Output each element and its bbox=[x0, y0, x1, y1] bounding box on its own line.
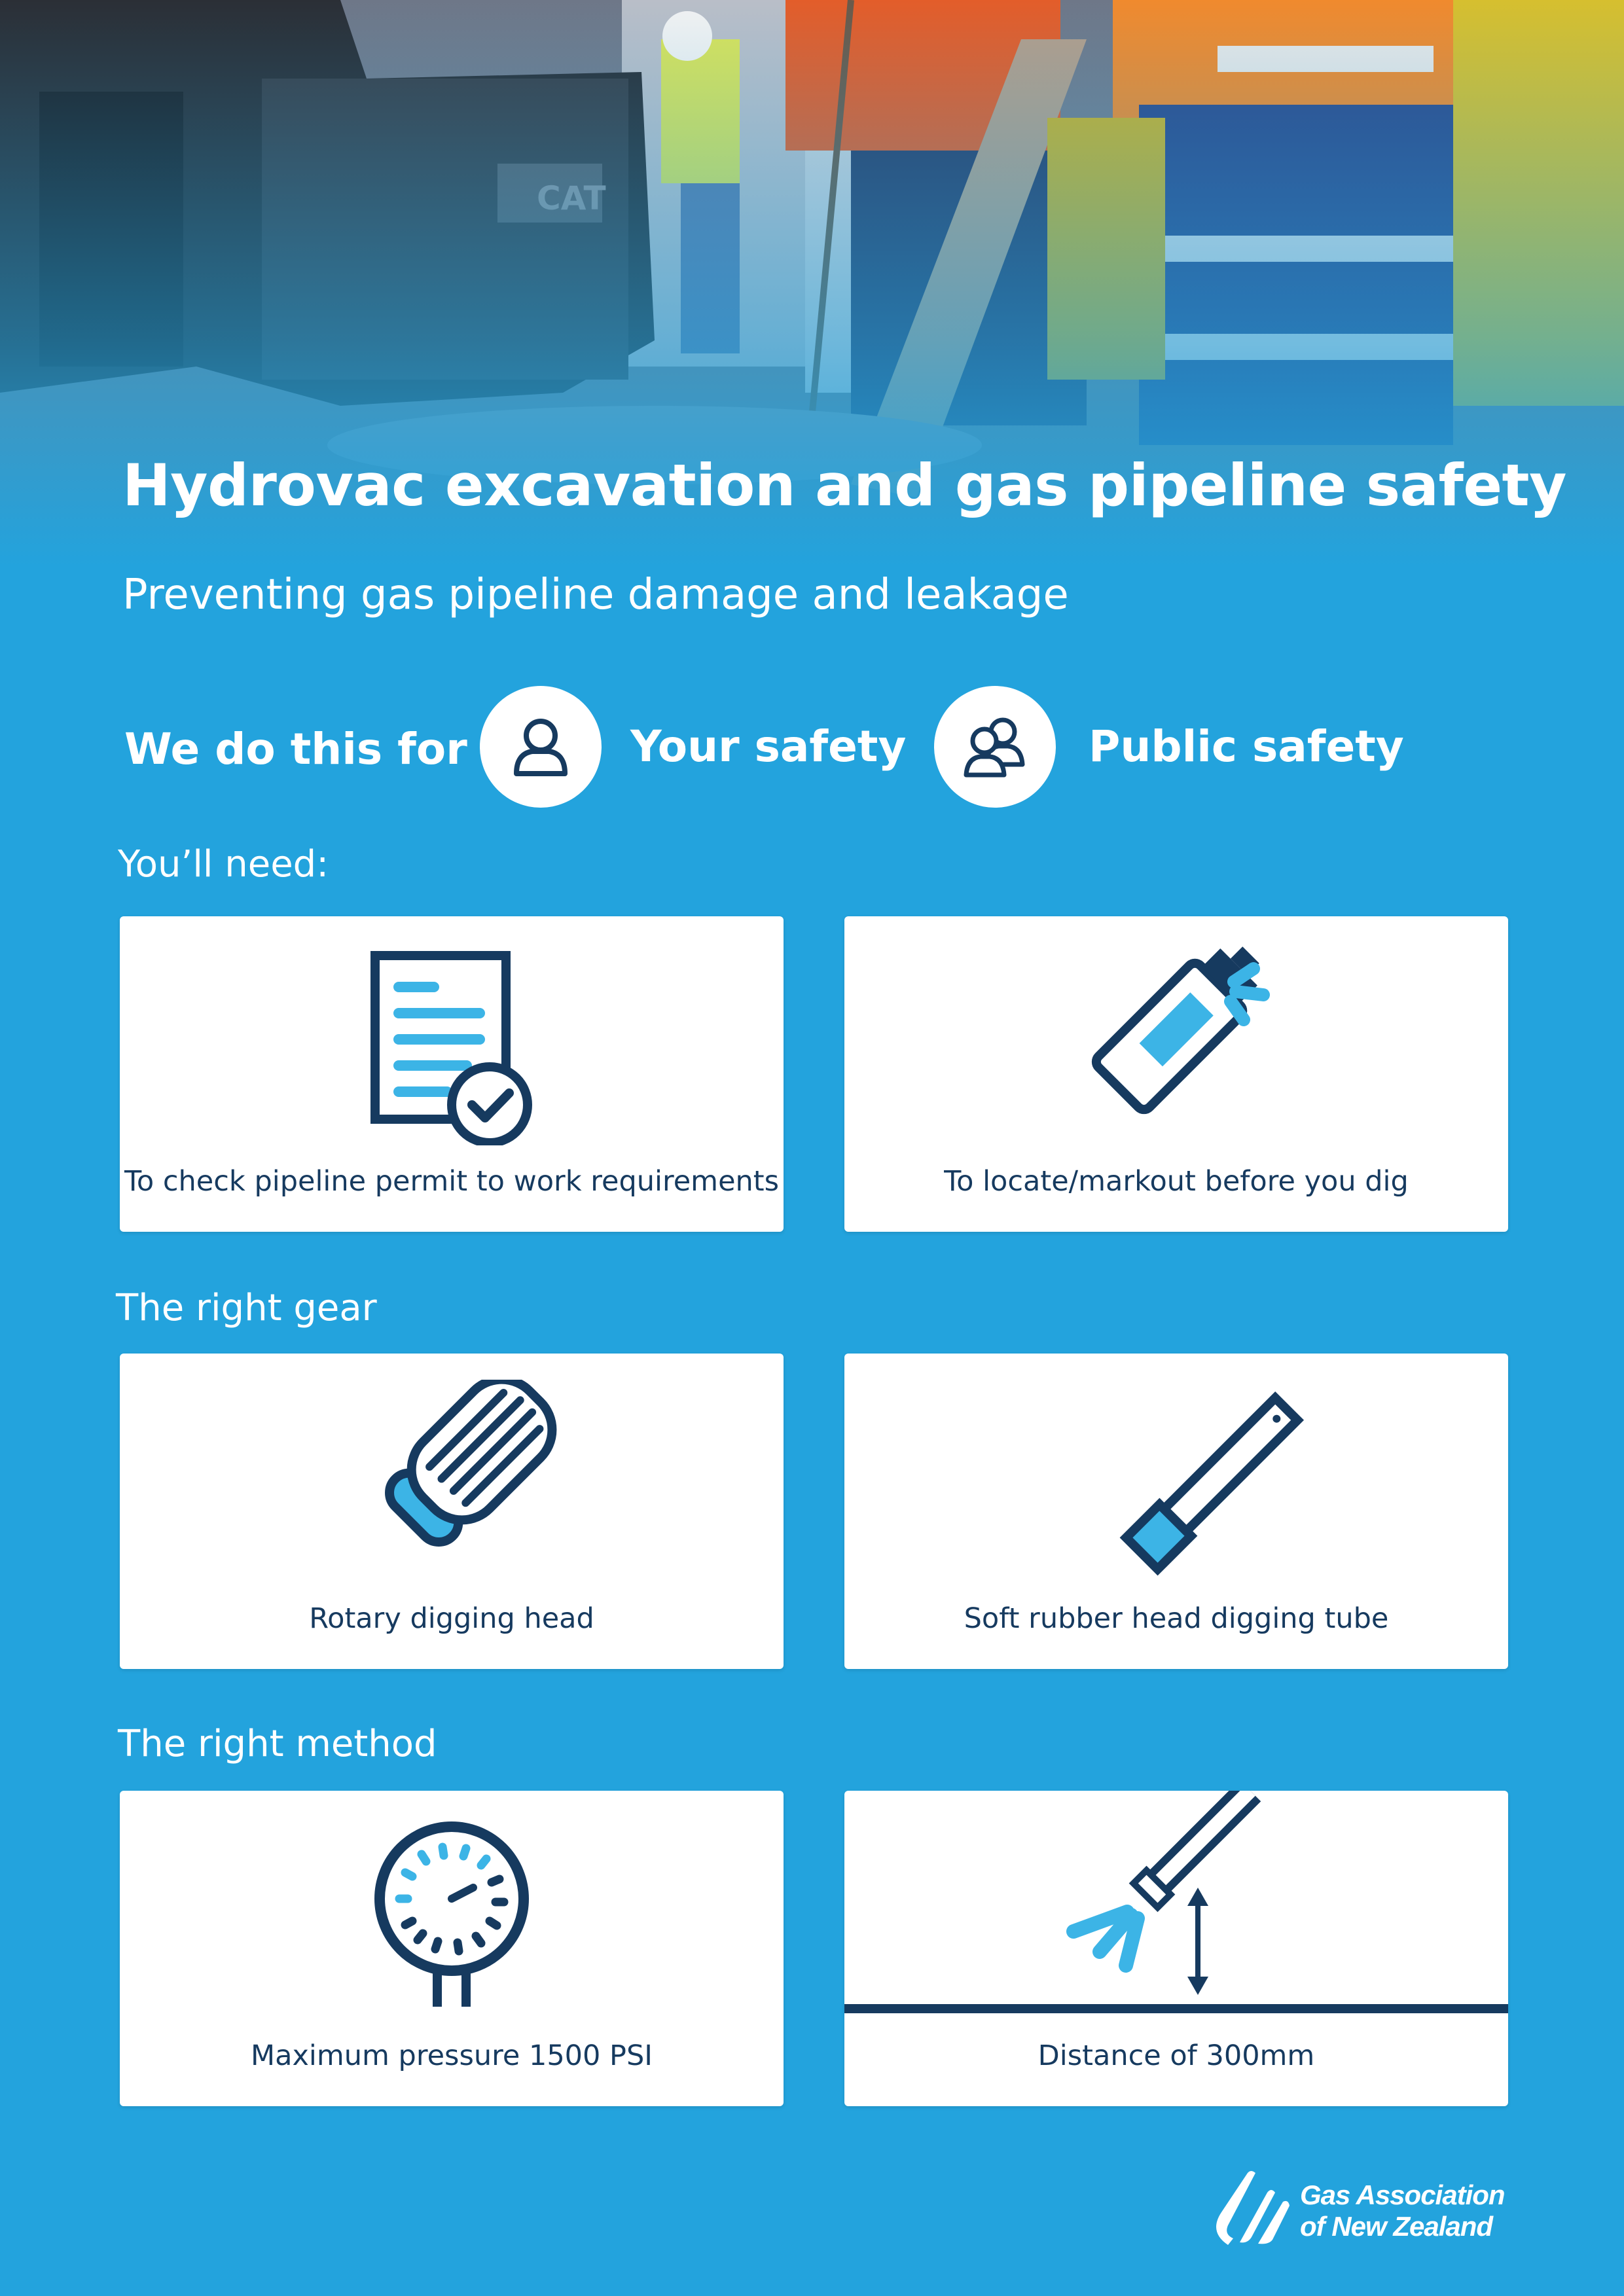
card-caption: Distance of 300mm bbox=[1038, 2039, 1315, 2072]
spray-can-icon bbox=[844, 942, 1508, 1145]
rotary-head-icon bbox=[120, 1380, 784, 1583]
permit-document-icon bbox=[120, 942, 784, 1145]
digging-tube-icon bbox=[844, 1380, 1508, 1583]
header-photo bbox=[0, 0, 1624, 615]
pressure-gauge-icon bbox=[120, 1817, 784, 2020]
person-icon bbox=[480, 686, 602, 808]
card-rotary-head bbox=[120, 1354, 784, 1669]
card-caption: Soft rubber head digging tube bbox=[964, 1602, 1389, 1635]
page-subtitle: Preventing gas pipeline damage and leakage bbox=[122, 571, 1069, 619]
section-heading-youll-need: You’ll need: bbox=[118, 843, 329, 886]
card-permit bbox=[120, 916, 784, 1232]
page-title: Hydrovac excavation and gas pipeline safety bbox=[122, 452, 1566, 519]
card-caption: To locate/markout before you dig bbox=[944, 1165, 1409, 1198]
gas-association-logo bbox=[1202, 2160, 1503, 2251]
logo-line-2: of New Zealand bbox=[1300, 2211, 1493, 2242]
card-markout bbox=[844, 916, 1508, 1232]
reason-your-safety: Your safety bbox=[630, 721, 907, 772]
card-caption: To check pipeline permit to work requirements bbox=[124, 1165, 780, 1198]
logo-line-1: Gas Association bbox=[1300, 2179, 1505, 2210]
reason-public-safety: Public safety bbox=[1089, 721, 1404, 772]
section-heading-right-method: The right method bbox=[118, 1723, 437, 1765]
card-distance bbox=[844, 1791, 1508, 2106]
people-icon bbox=[934, 686, 1056, 808]
card-caption: Maximum pressure 1500 PSI bbox=[251, 2039, 653, 2072]
distance-nozzle-icon bbox=[844, 1791, 1508, 2013]
section-heading-right-gear: The right gear bbox=[116, 1287, 377, 1329]
card-caption: Rotary digging head bbox=[309, 1602, 594, 1635]
reasons-lead: We do this for bbox=[124, 724, 467, 774]
card-pressure bbox=[120, 1791, 784, 2106]
flame-logo-icon bbox=[1202, 2160, 1300, 2251]
card-digging-tube bbox=[844, 1354, 1508, 1669]
